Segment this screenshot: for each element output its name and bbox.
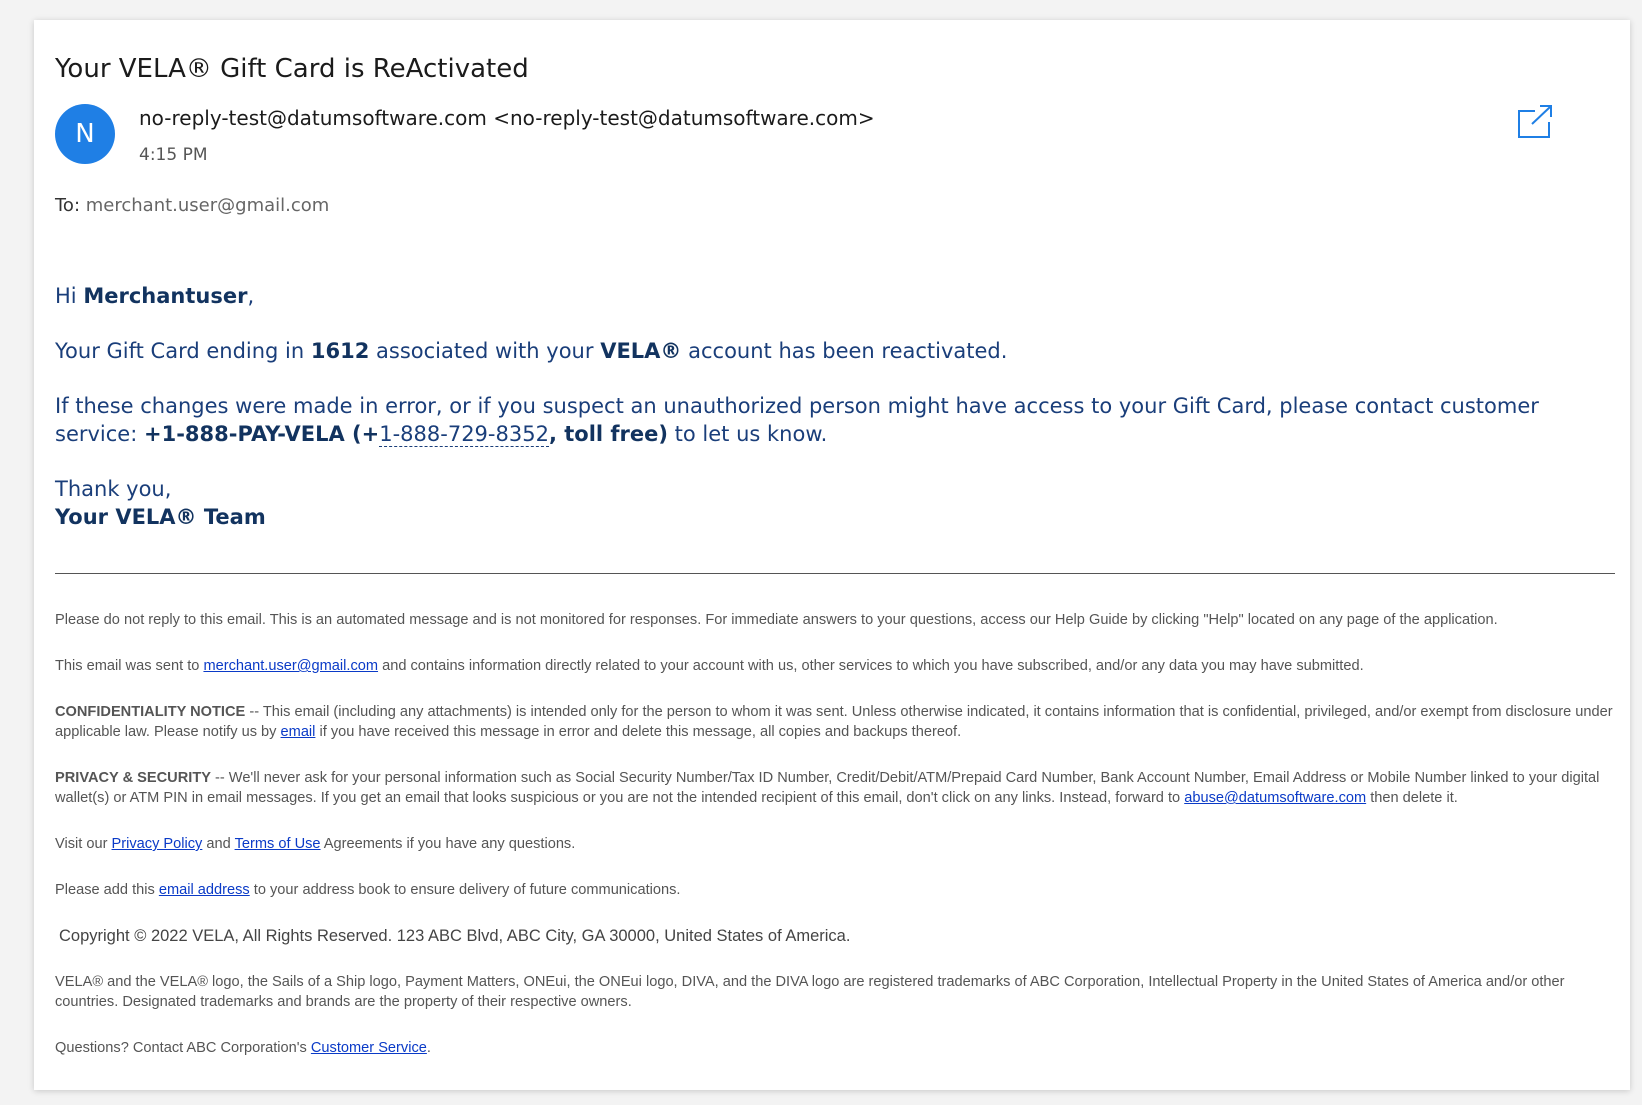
recipient-line xyxy=(55,195,329,217)
address-book-line xyxy=(55,880,1615,900)
to-address[interactable]: merchant.user@gmail.com xyxy=(85,195,330,216)
visit-text-b: Agreements if you have any questions. xyxy=(323,836,576,852)
signature-thanks: Thank you, xyxy=(55,477,172,501)
reactivation-message xyxy=(55,337,1615,365)
card-last-four: 1612 xyxy=(310,339,370,363)
policy-links-line xyxy=(55,834,1615,854)
email-subject: Your VELA® Gift Card is ReActivated xyxy=(55,54,529,84)
confidentiality-text-b: if you have received this message in error and delete this message, all copies and backups thereof. xyxy=(319,724,962,740)
email-footer xyxy=(55,610,1615,1084)
avatar-letter: N xyxy=(75,119,95,149)
trademark-notice: VELA® and the VELA® logo, the Sails of a Ship logo, Payment Matters, ONEui, the ONEui logo, DIVA, and the DIVA logo are registered trademarks of ABC Corporation, Intellectual Property in the United States of America and/or other countries. Designated trademarks and brands are the property of their respective owners. xyxy=(55,974,1565,1010)
confidentiality-label: CONFIDENTIALITY NOTICE xyxy=(55,704,246,720)
to-label: To: xyxy=(55,195,81,216)
abuse-email-link[interactable]: abuse@datumsoftware.com xyxy=(1184,790,1367,806)
customer-service-link[interactable]: Customer Service xyxy=(310,1040,427,1056)
confidentiality-notice xyxy=(55,702,1615,742)
email-body xyxy=(55,282,1615,558)
msg-part-2: associated with your xyxy=(376,339,594,363)
privacy-security-label: PRIVACY & SECURITY xyxy=(55,770,211,786)
privacy-text-a: -- We'll never ask for your personal information such as Social Security Number/Tax ID Number, Credit/Debit/ATM/Prepaid Card Number, Bank Account Number, Email Address or Mobile Number linked to your digital wallet(s) or ATM PIN in email messages. If you get an email that looks suspicious or you are not the intended recipient of this email, don't click on any links. Instead, forward to xyxy=(55,770,1600,806)
sent-to-text-a: This email was sent to xyxy=(55,658,200,674)
add-text-a: Please add this xyxy=(55,882,155,898)
greeting-name: Merchantuser xyxy=(83,284,248,308)
confidentiality-email-link[interactable]: email xyxy=(280,724,316,740)
privacy-policy-link[interactable]: Privacy Policy xyxy=(111,836,203,852)
msg-part-1: Your Gift Card ending in xyxy=(55,339,305,363)
privacy-text-b: then delete it. xyxy=(1370,790,1458,806)
noreply-notice: Please do not reply to this email. This is an automated message and is not monitored for responses. For immediate answers to your questions, access our Help Guide by clicking "Help" located on any page of the application. xyxy=(55,612,1498,628)
greeting xyxy=(55,282,1615,310)
phone-vanity: +1-888-PAY-VELA (+ xyxy=(144,422,380,446)
questions-text: Questions? Contact ABC Corporation's xyxy=(55,1040,307,1056)
signature xyxy=(55,475,1615,531)
add-text-b: to your address book to ensure delivery of future communications. xyxy=(253,882,681,898)
popout-button[interactable] xyxy=(1517,104,1553,140)
msg-part-3: account has been reactivated. xyxy=(688,339,1008,363)
sent-to-notice xyxy=(55,656,1615,676)
contact-part-2: to let us know. xyxy=(674,422,828,446)
privacy-security-notice xyxy=(55,768,1615,808)
email-address-link[interactable]: email address xyxy=(158,882,250,898)
greeting-suffix: , xyxy=(247,284,255,308)
sender-address[interactable]: no-reply-test@datumsoftware.com <no-reply-test@datumsoftware.com> xyxy=(139,106,875,130)
questions-period: . xyxy=(426,1040,431,1056)
sent-to-text-b: and contains information directly related to your account with us, other services to which you have subscribed, and/or any data you may have submitted. xyxy=(382,658,1364,674)
contact-part-1: If these changes were made in error, or if you suspect an unauthorized person might have access to your Gift Card, please contact customer service: xyxy=(55,394,1539,446)
phone-toll-free: , toll free) xyxy=(548,422,668,446)
greeting-prefix: Hi xyxy=(55,284,77,308)
contact-message xyxy=(55,392,1615,448)
phone-number-link[interactable]: 1-888-729-8352 xyxy=(379,422,549,446)
popout-icon xyxy=(1517,104,1553,140)
footer-divider xyxy=(55,573,1615,574)
visit-text-a: Visit our xyxy=(55,836,108,852)
sender-avatar[interactable] xyxy=(55,104,115,164)
copyright-notice: Copyright © 2022 VELA, All Rights Reserved. 123 ABC Blvd, ABC City, GA 30000, United States of America. xyxy=(59,927,851,945)
email-reading-pane xyxy=(34,20,1630,1090)
received-time: 4:15 PM xyxy=(139,145,208,165)
visit-and: and xyxy=(206,836,231,852)
brand-name: VELA® xyxy=(600,339,682,363)
questions-line xyxy=(55,1038,1615,1058)
sent-to-email-link[interactable]: merchant.user@gmail.com xyxy=(203,658,379,674)
signature-team: Your VELA® Team xyxy=(55,505,266,529)
terms-of-use-link[interactable]: Terms of Use xyxy=(234,836,321,852)
confidentiality-text-a: -- This email (including any attachments) is intended only for the person to whom it was sent. Unless otherwise indicated, it contains information that is confidential, privileged, and/or exempt from disclosure under applicable law. Please notify us by xyxy=(55,704,1613,740)
